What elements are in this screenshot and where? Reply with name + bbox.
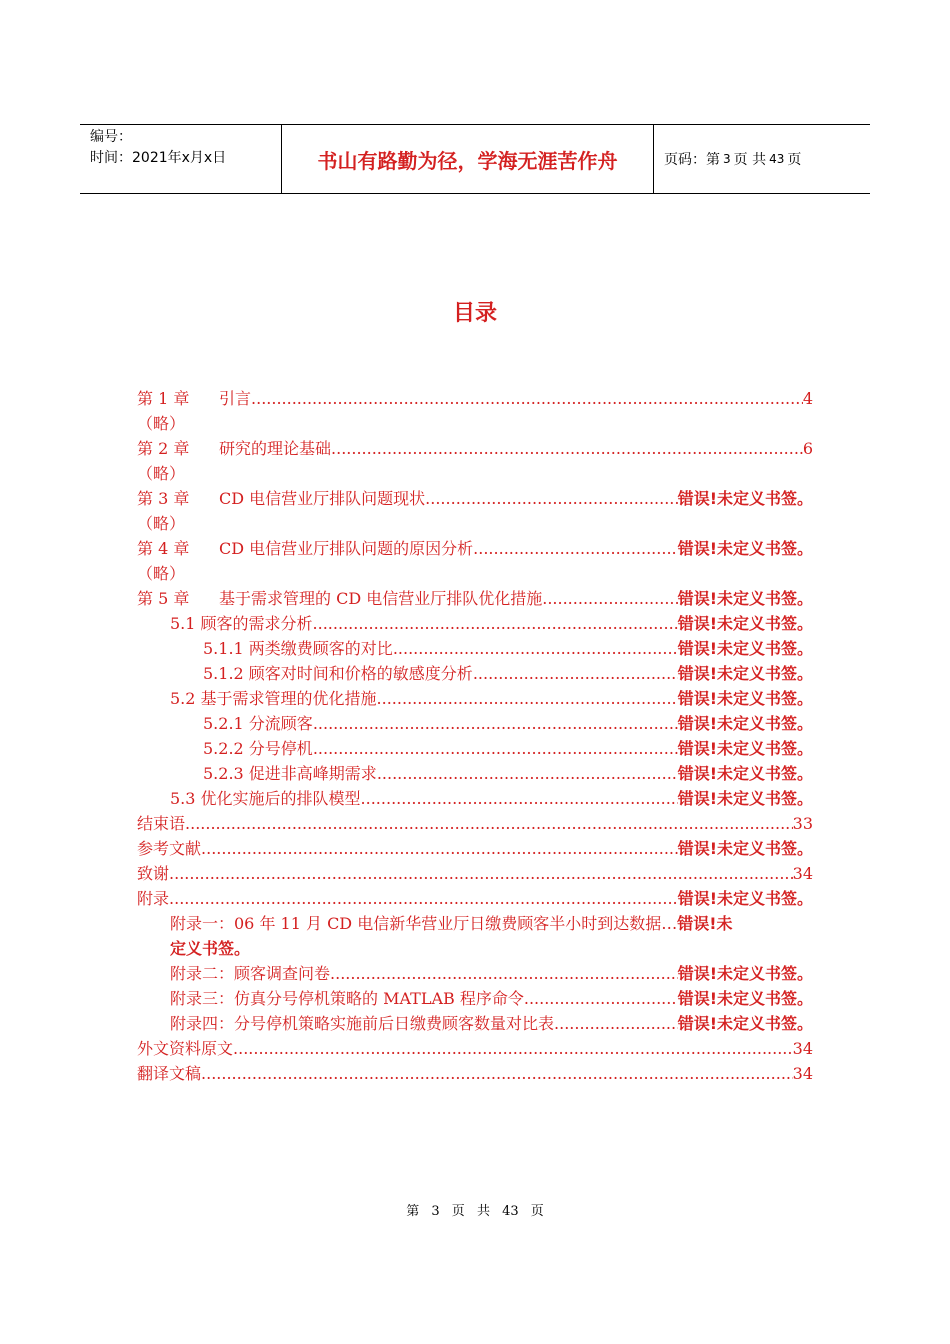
footer-current: 3 [431, 1204, 440, 1219]
header-meta [80, 125, 282, 193]
leader-dots [201, 836, 678, 861]
page-header [80, 124, 870, 194]
toc-entry-appendix-1[interactable] [137, 911, 813, 961]
toc-entry-5-2[interactable] [137, 686, 813, 711]
leader-dots [251, 386, 803, 411]
chapter-number: 第 5 章 [137, 589, 190, 608]
entry-page: 6 [802, 439, 813, 458]
leader-dots [361, 786, 678, 811]
leader-dots [425, 486, 678, 511]
entry-page-error: 错误!未定义书签。 [677, 739, 813, 758]
chapter-note: （略） [137, 414, 186, 433]
toc-entry-5-2-1[interactable] [137, 711, 813, 736]
entry-page-error: 错误!未定义书签。 [677, 489, 813, 508]
chapter-number: 第 3 章 [137, 489, 190, 508]
toc-entry-ch2[interactable] [137, 436, 813, 461]
footer-suffix: 页 [530, 1204, 544, 1219]
footer-total: 43 [502, 1204, 519, 1219]
leader-dots [377, 761, 678, 786]
entry-page: 34 [792, 1039, 813, 1058]
leader-dots [169, 861, 793, 886]
entry-page-error: 错误!未定义书签。 [677, 789, 813, 808]
footer-mid2: 共 [476, 1204, 490, 1219]
entry-page: 33 [792, 814, 813, 833]
leader-dots [313, 611, 678, 636]
chapter-number: 第 4 章 [137, 539, 190, 558]
page-prefix: 页码：第 [664, 152, 720, 168]
entry-title: 5.1 顾客的需求分析 [170, 614, 313, 633]
entry-title: 翻译文稿 [137, 1064, 202, 1083]
leader-dots [473, 661, 678, 686]
toc-entry-translation[interactable] [137, 1061, 813, 1086]
entry-page-error: 错误!未定义书签。 [677, 889, 813, 908]
leader-dots [233, 1036, 793, 1061]
toc-entry-conclusion[interactable] [137, 811, 813, 836]
entry-title: 附录四：分号停机策略实施前后日缴费顾客数量对比表 [170, 1014, 555, 1033]
entry-title: 5.2.1 分流顾客 [203, 714, 313, 733]
entry-page-error: 错误!未定义书签。 [677, 964, 813, 983]
entry-title: 附录 [137, 889, 170, 908]
entry-title: 5.1.2 顾客对时间和价格的敏感度分析 [203, 664, 473, 683]
page-footer [0, 1200, 950, 1219]
chapter-note: （略） [137, 514, 186, 533]
page-mid: 页 共 [733, 152, 767, 168]
entry-title: 致谢 [137, 864, 170, 883]
footer-mid1: 页 [451, 1204, 465, 1219]
toc-entry-ch5[interactable] [137, 586, 813, 611]
entry-title: 5.2 基于需求管理的优化措施 [170, 689, 377, 708]
toc-entry-ch3[interactable] [137, 486, 813, 511]
entry-title: CD 电信营业厅排队问题的原因分析 [219, 539, 474, 558]
toc-entry-5-1-1[interactable] [137, 636, 813, 661]
page-current: 3 [723, 152, 731, 166]
entry-page: 34 [792, 1064, 813, 1083]
header-page-info [654, 125, 870, 193]
leader-dots [313, 711, 678, 736]
footer-prefix: 第 [406, 1204, 420, 1219]
entry-page-error: 错误!未定义书签。 [677, 839, 813, 858]
toc-entry-appendix-3[interactable] [137, 986, 813, 1011]
toc-entry-5-2-2[interactable] [137, 736, 813, 761]
leader-dots [169, 886, 678, 911]
toc-entry-foreign-original[interactable] [137, 1036, 813, 1061]
chapter-number: 第 2 章 [137, 439, 190, 458]
entry-title: 附录一：06 年 11 月 CD 电信新华营业厅日缴费顾客半小时到达数据… [170, 914, 678, 933]
number-label: 编号： [90, 129, 132, 145]
toc-entry-5-1-2[interactable] [137, 661, 813, 686]
entry-page-error: 错误!未定义书签。 [677, 639, 813, 658]
entry-page-error: 错误!未定义书签。 [677, 764, 813, 783]
entry-title: 5.1.1 两类缴费顾客的对比 [203, 639, 393, 658]
entry-title: CD 电信营业厅排队问题现状 [219, 489, 426, 508]
entry-title: 附录三：仿真分号停机策略的 MATLAB 程序命令 [170, 989, 524, 1008]
entry-page-error: 错误!未定义书签。 [677, 589, 813, 608]
leader-dots [393, 636, 678, 661]
entry-page: 34 [792, 864, 813, 883]
entry-title: 5.2.3 促进非高峰期需求 [203, 764, 377, 783]
toc-entry-ch1[interactable] [137, 386, 813, 411]
page-suffix: 页 [787, 152, 802, 168]
leader-dots [473, 536, 678, 561]
entry-page: 4 [802, 389, 813, 408]
chapter-note: （略） [137, 464, 186, 483]
toc-entry-5-1[interactable] [137, 611, 813, 636]
chapter-note: （略） [137, 564, 186, 583]
toc-entry-appendix-2[interactable] [137, 961, 813, 986]
entry-page-error: 错误!未 [677, 914, 733, 933]
entry-title: 参考文献 [137, 839, 202, 858]
entry-page-error: 错误!未定义书签。 [677, 614, 813, 633]
toc-entry-references[interactable] [137, 836, 813, 861]
leader-dots [185, 811, 793, 836]
entry-title: 附录二：顾客调查问卷 [170, 964, 331, 983]
entry-title: 5.2.2 分号停机 [203, 739, 313, 758]
leader-dots [377, 686, 678, 711]
leader-dots [542, 586, 677, 611]
entry-page-error: 错误!未定义书签。 [677, 1014, 813, 1033]
entry-page-error-continued: 定义书签。 [170, 939, 251, 958]
leader-dots [331, 436, 803, 461]
entry-title: 基于需求管理的 CD 电信营业厅排队优化措施 [219, 589, 543, 608]
leader-dots [524, 986, 678, 1011]
entry-title: 5.3 优化实施后的排队模型 [170, 789, 361, 808]
toc-entry-appendix-4[interactable] [137, 1011, 813, 1036]
toc-entry-5-2-3[interactable] [137, 761, 813, 786]
toc-entry-ch4[interactable] [137, 536, 813, 561]
toc-entry-appendix[interactable] [137, 886, 813, 911]
toc-entry-thanks[interactable] [137, 861, 813, 886]
entry-page-error: 错误!未定义书签。 [677, 989, 813, 1008]
entry-title: 结束语 [137, 814, 186, 833]
page-title: 目录 [452, 301, 497, 326]
entry-page-error: 错误!未定义书签。 [677, 539, 813, 558]
time-label: 时间：2021年x月x日 [90, 150, 227, 166]
entry-page-error: 错误!未定义书签。 [677, 664, 813, 683]
table-of-contents [137, 386, 813, 1086]
entry-title: 研究的理论基础 [219, 439, 332, 458]
entry-title: 引言 [219, 389, 252, 408]
page-total: 43 [769, 152, 785, 166]
entry-page-error: 错误!未定义书签。 [677, 689, 813, 708]
chapter-number: 第 1 章 [137, 389, 190, 408]
entry-title: 外文资料原文 [137, 1039, 234, 1058]
entry-page-error: 错误!未定义书签。 [677, 714, 813, 733]
leader-dots [330, 961, 678, 986]
leader-dots [313, 736, 678, 761]
leader-dots [201, 1061, 793, 1086]
toc-entry-5-3[interactable] [137, 786, 813, 811]
header-motto: 书山有路勤为径，学海无涯苦作舟 [282, 125, 654, 193]
leader-dots [554, 1011, 678, 1036]
